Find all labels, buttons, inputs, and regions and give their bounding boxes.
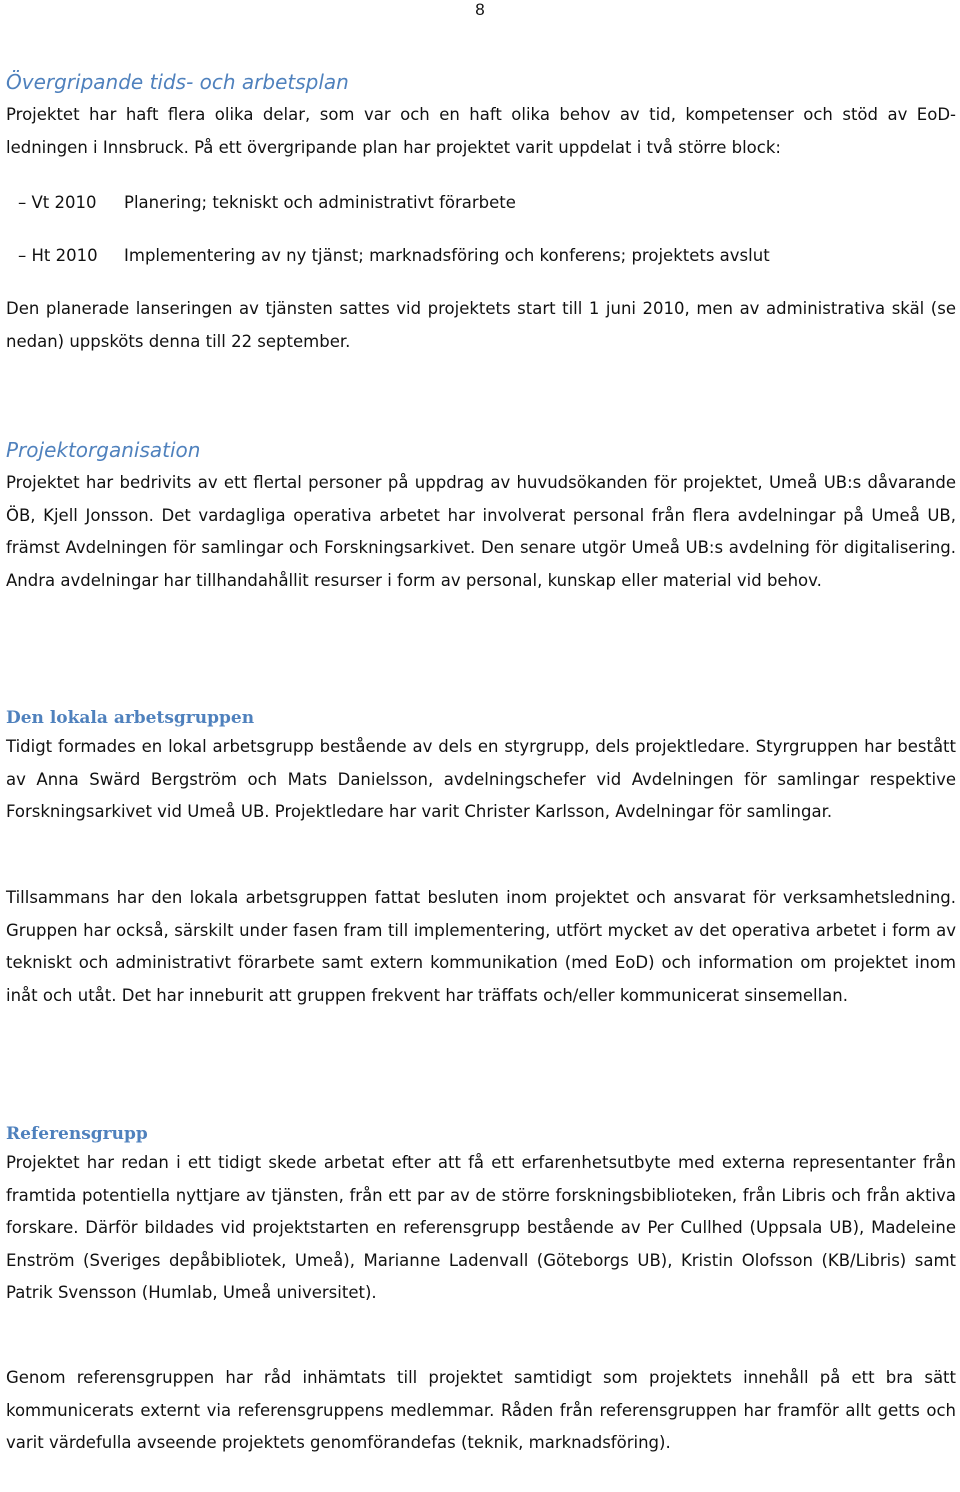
section-heading-referensgrupp: Referensgrupp	[6, 1124, 148, 1144]
section-heading-arbetsgruppen: Den lokala arbetsgruppen	[6, 708, 255, 728]
block-description: Implementering av ny tjänst; marknadsföring och konferens; projektets avslut	[124, 246, 770, 265]
tidsplan-intro-paragraph: Projektet har haft flera olika delar, som var och en haft olika behov av tid, kompetenser och stöd av EoD-ledningen i Innsbruck. På ett övergripande plan har projektet varit uppdelat i två större block:	[6, 105, 956, 157]
block-row-vt2010	[6, 191, 956, 215]
block-term: – Ht 2010	[18, 246, 98, 265]
projektorganisation-paragraph: Projektet har bedrivits av ett flertal personer på uppdrag av huvudsökanden för projektet, Umeå UB:s dåvarande ÖB, Kjell Jonsson. Det vardagliga operativa arbetet har involverat personal från flera avdelningar på Umeå UB, främst Avdelningen för samlingar och Forskningsarkivet. Den senare utgör Umeå UB:s avdelning för digitalisering. Andra avdelningar har tillhandahållit resurser i form av personal, kunskap eller material vid behov.	[6, 473, 956, 590]
block-row-ht2010	[6, 244, 956, 268]
block-term: – Vt 2010	[18, 193, 97, 212]
referensgrupp-paragraph-1: Projektet har redan i ett tidigt skede arbetat efter att få ett erfarenhetsutbyte med externa representanter från framtida potentiella nyttjare av tjänsten, från ett par av de större forskningsbiblioteken, från Libris och från aktiva forskare. Därför bildades vid projektstarten en referensgrupp bestående av Per Cullhed (Uppsala UB), Madeleine Enström (Sveriges depåbibliotek, Umeå), Marianne Ladenvall (Göteborgs UB), Kristin Olofsson (KB/Libris) samt Patrik Svensson (Humlab, Umeå universitet).	[6, 1153, 956, 1303]
launch-paragraph: Den planerade lanseringen av tjänsten sattes vid projektets start till 1 juni 2010, men av administrativa skäl (se nedan) uppsköts denna till 22 september.	[6, 299, 956, 351]
section-heading-tidsplan: Övergripande tids- och arbetsplan	[6, 70, 349, 94]
arbetsgruppen-paragraph-2: Tillsammans har den lokala arbetsgruppen fattat besluten inom projektet och ansvarat för verksamhetsledning. Gruppen har också, särskilt under fasen fram till implementering, utfört mycket av det operativa arbetet i form av tekniskt och administrativt förarbete samt extern kommunikation (med EoD) och information om projektet inom inåt och utåt. Det har inneburit att gruppen frekvent har träffats och/eller kommunicerat sinsemellan.	[6, 888, 956, 1005]
block-description: Planering; tekniskt och administrativt förarbete	[124, 193, 516, 212]
referensgrupp-paragraph-2: Genom referensgruppen har råd inhämtats till projektet samtidigt som projektets innehåll på ett bra sätt kommunicerats externt via referensgruppens medlemmar. Råden från referensgruppen har framför allt getts och varit värdefulla avseende projektets genomförandefas (teknik, marknadsföring).	[6, 1368, 956, 1453]
section-heading-projektorganisation: Projektorganisation	[6, 438, 201, 462]
arbetsgruppen-paragraph-1: Tidigt formades en lokal arbetsgrupp bestående av dels en styrgrupp, dels projektledare. Styrgruppen har bestått av Anna Swärd Bergström och Mats Danielsson, avdelningschefer vid Avdelningen för samlingar respektive Forskningsarkivet vid Umeå UB. Projektledare har varit Christer Karlsson, Avdelningar för samlingar.	[6, 737, 956, 822]
page-number: 8	[475, 0, 485, 19]
